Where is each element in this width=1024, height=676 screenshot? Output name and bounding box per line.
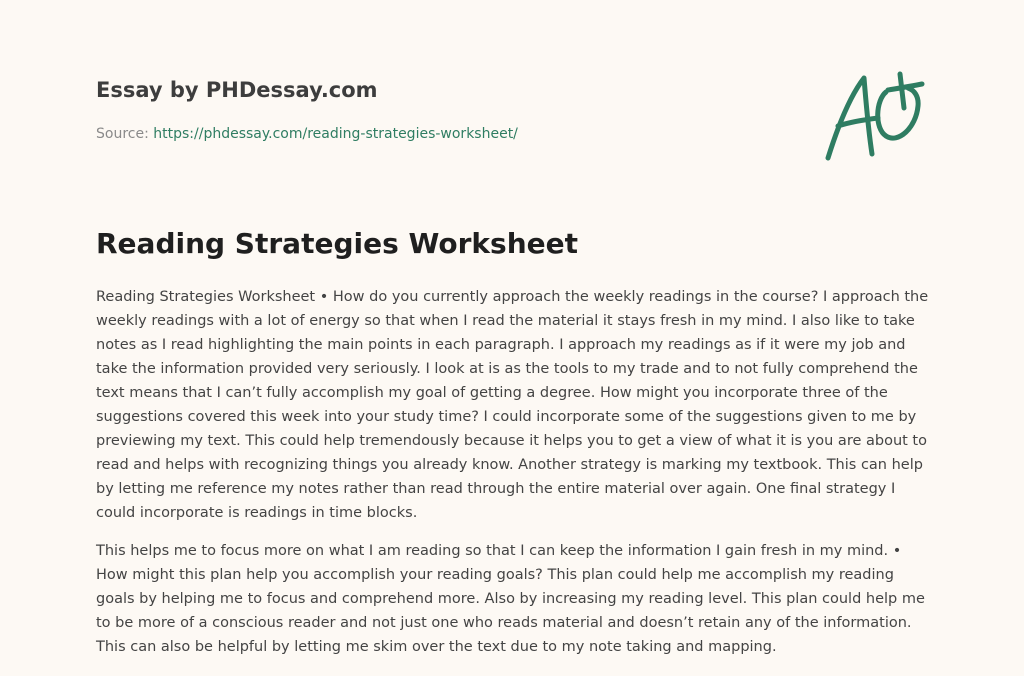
paragraph: This helps me to focus more on what I am reading so that I can keep the information I gain fresh in my mind. • How might this plan help you accomplish your reading goals? This plan could help me accomplish my reading goals by helping me to focus and comprehend more. Also by increasing my reading level. This plan could help me to be more of a conscious reader and not just one who reads material and doesn’t retain any of the information. This can also be helpful by letting me skim over the text due to my note taking and mapping. [96,543,925,655]
paragraph: Reading Strategies Worksheet • How do you currently approach the weekly readings in the course? I approach the weekly readings with a lot of energy so that when I read the material it stays fresh in my mind. I also like to take notes as I read highlighting the main points in each paragraph. I approach my readings as if it were my job and take the information provided very seriously. I look at is as the tools to my trade and to not fully comprehend the text means that I can’t fully accomplish my goal of getting a degree. How might you incorporate three of the suggestions covered this week into your study time? I could incorporate some of the suggestions given to me by previewing my text. This could help tremendously because it helps you to get a view of what it is you are about to read and helps with recognizing things you already know. Another strategy is marking my textbook. This can help by letting me reference my notes rather than read through the entire material over again. One final strategy I could incorporate is readings in time blocks. [96,289,929,521]
source-link[interactable]: https://phdessay.com/reading-strategies-worksheet/ [153,126,518,142]
source-label: Source: [96,126,149,142]
source-line [96,125,518,143]
page-title: Reading Strategies Worksheet [96,227,579,260]
header [96,76,796,142]
article-body [96,285,934,673]
a-plus-grade-icon [820,66,930,166]
brand-title: Essay by PHDessay.com [96,78,378,102]
